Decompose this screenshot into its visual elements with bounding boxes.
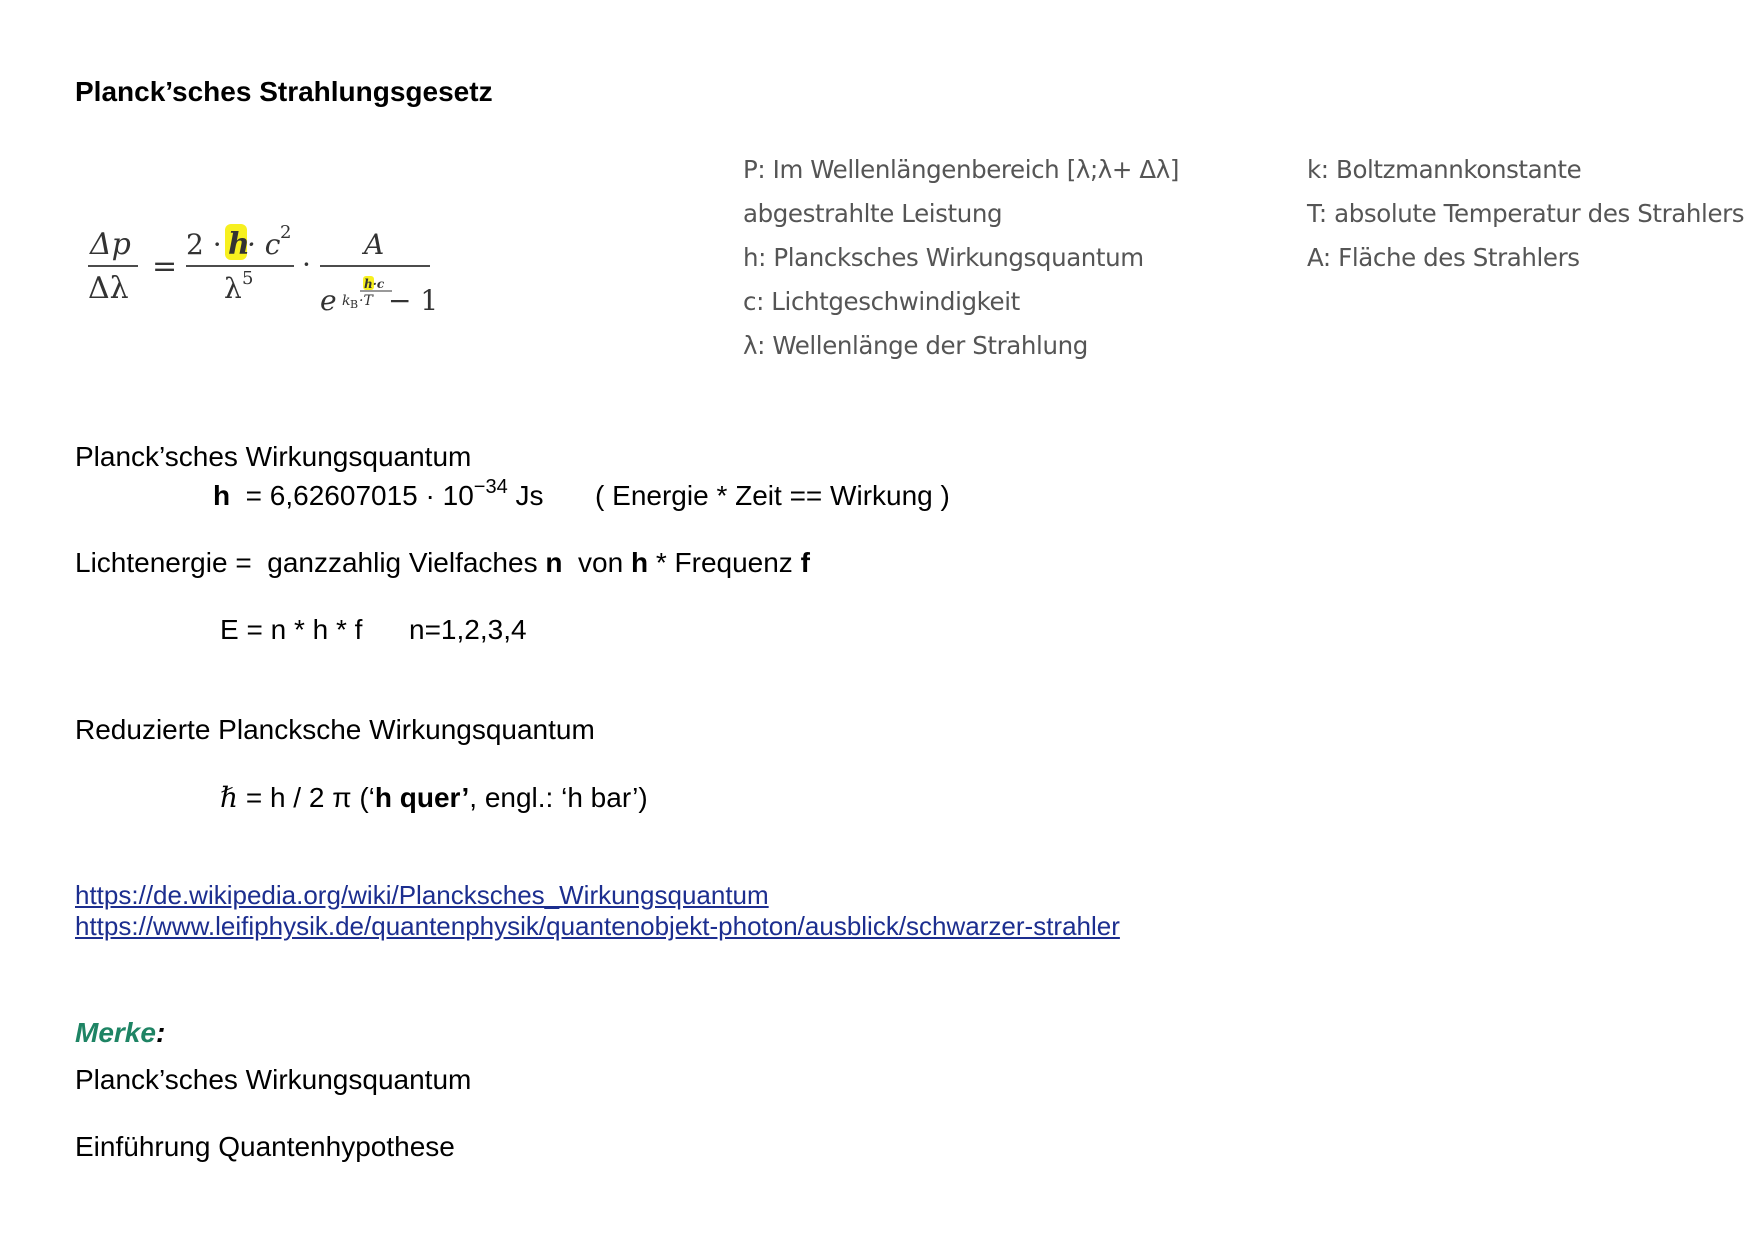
right-denominator-e: e (320, 284, 337, 317)
lichtenergie-n: n (545, 547, 563, 578)
reduziert-paren: (‘ (351, 782, 375, 813)
leifiphysik-link[interactable]: https://www.leifiphysik.de/quantenphysik/quantenobjekt-photon/ausblick/schwarzer-strahler (75, 911, 1120, 941)
merke-colon: : (155, 1017, 166, 1048)
exp-numerator: h·c (364, 277, 385, 291)
h-symbol: h (213, 480, 231, 511)
wikipedia-link[interactable]: https://de.wikipedia.org/wiki/Plancksches_Wirkungsquantum (75, 880, 769, 910)
legend-item: c: Lichtgeschwindigkeit (743, 287, 1020, 316)
lichtenergie-h: h (630, 547, 649, 578)
reduziert-equation: = h / 2 π (238, 782, 352, 813)
lichtenergie-von: von (562, 547, 631, 578)
legend-item: abgestrahlte Leistung (743, 199, 1003, 228)
right-denominator-minus: − 1 (388, 284, 439, 317)
h-exponent: −34 (473, 476, 508, 498)
h-unit: Js (515, 480, 544, 511)
legend-item: P: Im Wellenlängenbereich [λ;λ+ Δλ] (743, 155, 1180, 184)
legend-item: h: Plancksches Wirkungsquantum (743, 243, 1144, 272)
lichtenergie-lead: Lichtenergie = ganzzahlig Vielfaches (75, 547, 546, 578)
reduziert-line (220, 781, 648, 814)
mid-denominator-exp: 5 (242, 268, 254, 289)
hbar-symbol: ℏ (220, 781, 239, 814)
h-value: = 6,62607015 · 10 (245, 480, 474, 511)
right-numerator: A (364, 228, 385, 261)
h-note: ( Energie * Zeit == Wirkung ) (595, 480, 950, 511)
mid-numerator-c-exp: 2 (280, 222, 292, 243)
exp-denominator-k: k (342, 293, 351, 309)
merke-item: Planck’sches Wirkungsquantum (75, 1064, 472, 1095)
legend-item: λ: Wellenlänge der Strahlung (743, 331, 1088, 360)
equals-sign: = (152, 249, 178, 284)
wirkungsquantum-heading: Planck’sches Wirkungsquantum (75, 441, 472, 472)
exp-denominator-t: ·T (359, 293, 373, 309)
legend-item: k: Boltzmannkonstante (1307, 155, 1582, 184)
planck-formula (80, 210, 480, 330)
lhs-numerator: Δp (90, 227, 131, 262)
mid-numerator-h: h (228, 227, 250, 262)
page-title: Planck’sches Strahlungsgesetz (75, 76, 493, 107)
mid-numerator-c: · c (247, 228, 281, 261)
legend-item: A: Fläche des Strahlers (1307, 243, 1580, 272)
wirkungsquantum-line (213, 476, 950, 512)
merke-heading (75, 1017, 165, 1049)
legend-item: T: absolute Temperatur des Strahlers (1307, 199, 1745, 228)
reduziert-h-quer: h quer’ (374, 782, 470, 813)
lichtenergie-line (75, 547, 810, 579)
lichtenergie-freq: * Frequenz (648, 547, 801, 578)
energy-equation: E = n * h * f (220, 614, 363, 645)
exp-denominator-b: B (350, 298, 359, 311)
lhs-denominator: Δλ (88, 271, 129, 306)
mid-denominator: λ (224, 272, 242, 305)
reduziert-engl: , engl.: ‘h bar’) (469, 782, 648, 813)
reduziert-heading: Reduzierte Plancksche Wirkungsquantum (75, 714, 595, 745)
mult-dot: · (302, 248, 311, 281)
lichtenergie-f: f (800, 547, 810, 578)
n-values: n=1,2,3,4 (409, 614, 527, 645)
merke-item: Einführung Quantenhypothese (75, 1131, 455, 1162)
merke-label: Merke (75, 1017, 156, 1048)
mid-numerator-2: 2 · (186, 228, 222, 261)
